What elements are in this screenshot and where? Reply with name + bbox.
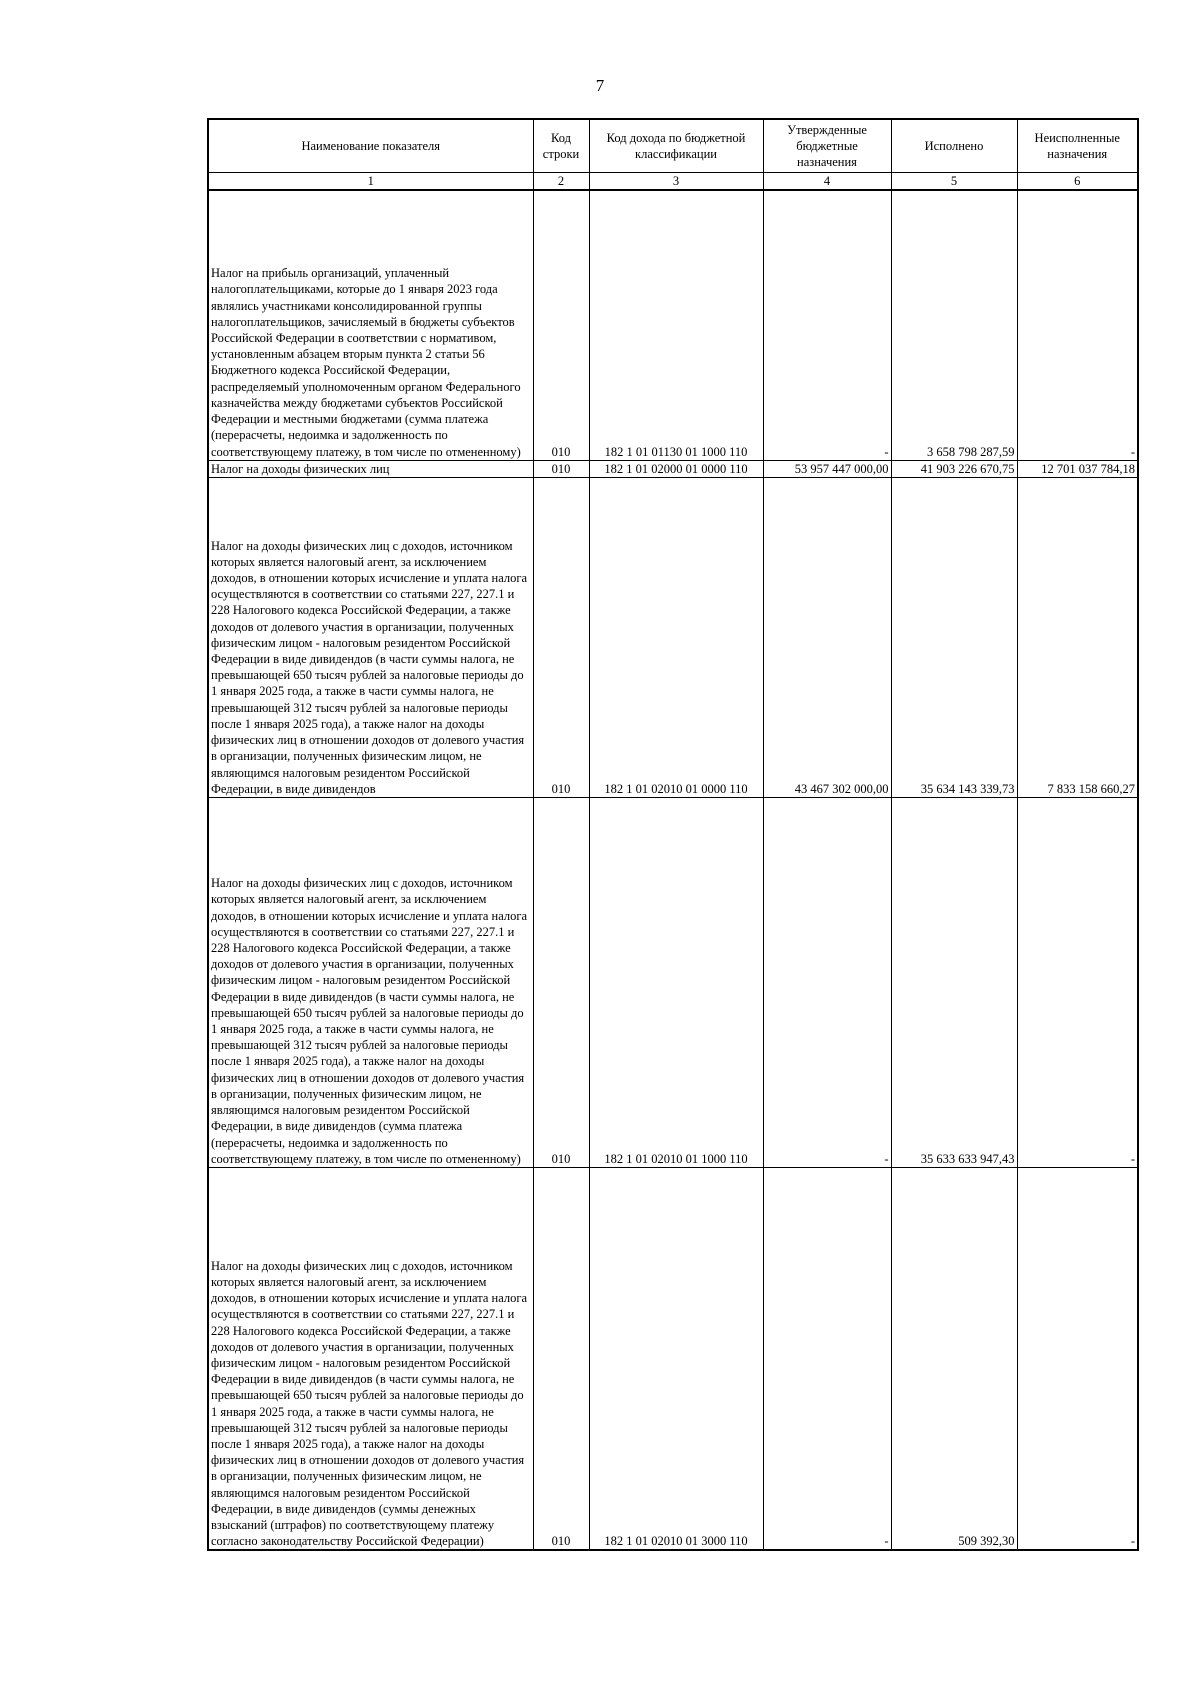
row-code: 010 <box>533 797 589 1167</box>
row-unexecuted: - <box>1017 1167 1138 1550</box>
row-kbk: 182 1 01 02010 01 1000 110 <box>589 797 763 1167</box>
column-number-row <box>208 173 1138 191</box>
row-approved: 53 957 447 000,00 <box>763 460 891 477</box>
header-line-code: Код строки <box>533 119 589 173</box>
row-executed: 509 392,30 <box>891 1167 1017 1550</box>
column-number: 1 <box>208 173 533 191</box>
row-name: Налог на прибыль организаций, уплаченный налогоплательщиками, которые до 1 января 2023 года являлись участниками консолидированной группы налогоплательщиков, зачисляемый в бюджеты субъектов Российской Федерации в соответствии с нормативом, установленным абзацем вторым пункта 2 статьи 56 Бюджетного кодекса Российской Федерации, распределяемый уполномоченным органом Федерального казначейства между бюджетами субъектов Российской Федерации и местными бюджетами (сумма платежа (перерасчеты, недоимка и задолженность по соответствующему платежу, в том числе по отмененному) <box>208 190 533 460</box>
row-kbk: 182 1 01 01130 01 1000 110 <box>589 190 763 460</box>
table-row <box>208 477 1138 797</box>
row-approved: - <box>763 797 891 1167</box>
column-number: 3 <box>589 173 763 191</box>
header-budget-classification-code: Код дохода по бюджетной классификации <box>589 119 763 173</box>
budget-execution-table <box>207 118 1139 1551</box>
row-executed: 35 634 143 339,73 <box>891 477 1017 797</box>
row-name: Налог на доходы физических лиц с доходов, источником которых является налоговый агент, за исключением доходов, в отношении которых исчисление и уплата налога осуществляются в соответствии со статьями 227, 227.1 и 228 Налогового кодекса Российской Федерации, а также доходов от долевого участия в организации, полученных физическим лицом - налоговым резидентом Российской Федерации в виде дивидендов (в части суммы налога, не превышающей 650 тысяч рублей за налоговые периоды до 1 января 2025 года, а также в части суммы налога, не превышающей 312 тысяч рублей за налоговые периоды после 1 января 2025 года), а также налог на доходы физических лиц в отношении доходов от долевого участия в организации, полученных физическим лицом, не являющимся налоговым резидентом Российской Федерации, в виде дивидендов (суммы денежных взысканий (штрафов) по соответствующему платежу согласно законодательству Российской Федерации) <box>208 1167 533 1550</box>
row-approved: - <box>763 1167 891 1550</box>
table-row <box>208 460 1138 477</box>
row-code: 010 <box>533 460 589 477</box>
row-name: Налог на доходы физических лиц с доходов, источником которых является налоговый агент, за исключением доходов, в отношении которых исчисление и уплата налога осуществляются в соответствии со статьями 227, 227.1 и 228 Налогового кодекса Российской Федерации, а также доходов от долевого участия в организации, полученных физическим лицом - налоговым резидентом Российской Федерации в виде дивидендов (в части суммы налога, не превышающей 650 тысяч рублей за налоговые периоды до 1 января 2025 года, а также в части суммы налога, не превышающей 312 тысяч рублей за налоговые периоды после 1 января 2025 года), а также налог на доходы физических лиц в отношении доходов от долевого участия в организации, полученных физическим лицом, не являющимся налоговым резидентом Российской Федерации, в виде дивидендов (сумма платежа (перерасчеты, недоимка и задолженность по соответствующему платежу, в том числе по отмененному) <box>208 797 533 1167</box>
row-approved: 43 467 302 000,00 <box>763 477 891 797</box>
page-number: 7 <box>595 76 605 95</box>
row-kbk: 182 1 01 02010 01 0000 110 <box>589 477 763 797</box>
row-executed: 3 658 798 287,59 <box>891 190 1017 460</box>
row-name: Налог на доходы физических лиц <box>208 460 533 477</box>
header-unexecuted-assignments: Неисполненные назначения <box>1017 119 1138 173</box>
row-kbk: 182 1 01 02010 01 3000 110 <box>589 1167 763 1550</box>
table-row <box>208 190 1138 460</box>
header-executed: Исполнено <box>891 119 1017 173</box>
row-unexecuted: - <box>1017 797 1138 1167</box>
row-executed: 41 903 226 670,75 <box>891 460 1017 477</box>
row-kbk: 182 1 01 02000 01 0000 110 <box>589 460 763 477</box>
header-row <box>208 119 1138 173</box>
column-number: 2 <box>533 173 589 191</box>
row-code: 010 <box>533 190 589 460</box>
header-indicator-name: Наименование показателя <box>208 119 533 173</box>
header-approved-assignments: Утвержденные бюджетные назначения <box>763 119 891 173</box>
column-number: 5 <box>891 173 1017 191</box>
table-row <box>208 1167 1138 1550</box>
row-executed: 35 633 633 947,43 <box>891 797 1017 1167</box>
table-row <box>208 797 1138 1167</box>
row-unexecuted: 7 833 158 660,27 <box>1017 477 1138 797</box>
row-code: 010 <box>533 1167 589 1550</box>
column-number: 4 <box>763 173 891 191</box>
row-code: 010 <box>533 477 589 797</box>
row-approved: - <box>763 190 891 460</box>
row-unexecuted: - <box>1017 190 1138 460</box>
row-unexecuted: 12 701 037 784,18 <box>1017 460 1138 477</box>
column-number: 6 <box>1017 173 1138 191</box>
row-name: Налог на доходы физических лиц с доходов, источником которых является налоговый агент, за исключением доходов, в отношении которых исчисление и уплата налога осуществляются в соответствии со статьями 227, 227.1 и 228 Налогового кодекса Российской Федерации, а также доходов от долевого участия в организации, полученных физическим лицом - налоговым резидентом Российской Федерации в виде дивидендов (в части суммы налога, не превышающей 650 тысяч рублей за налоговые периоды до 1 января 2025 года, а также в части суммы налога, не превышающей 312 тысяч рублей за налоговые периоды после 1 января 2025 года), а также налог на доходы физических лиц в отношении доходов от долевого участия в организации, полученных физическим лицом, не являющимся налоговым резидентом Российской Федерации, в виде дивидендов <box>208 477 533 797</box>
